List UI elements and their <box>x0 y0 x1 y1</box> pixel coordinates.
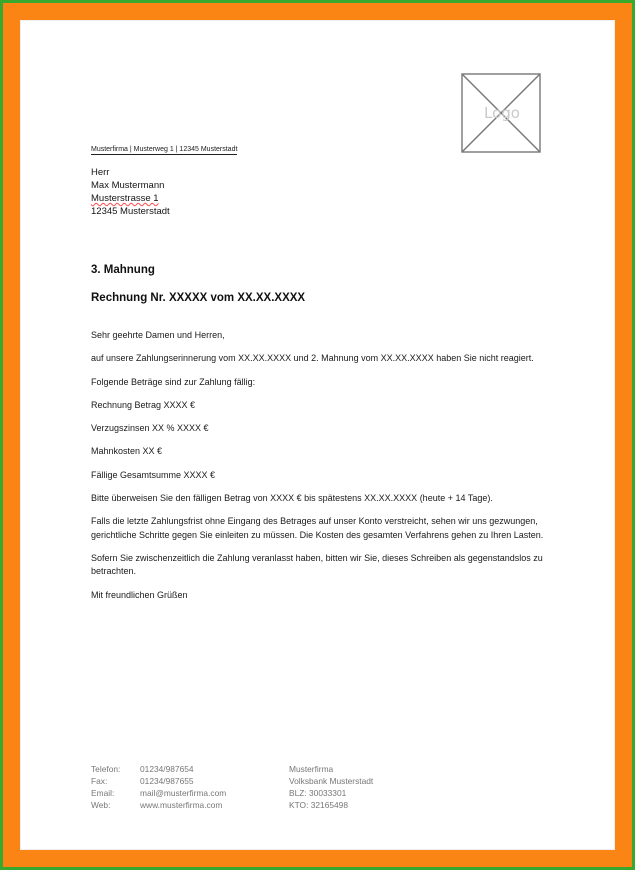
letter-page <box>21 21 614 849</box>
invoice-amount: Rechnung Betrag XXXX € <box>91 399 196 410</box>
recipient-city: 12345 Musterstadt <box>91 206 170 217</box>
total-due: Fällige Gesamtsumme XXXX € <box>91 469 216 480</box>
footer-row-web <box>91 799 419 811</box>
footer-email-value: mail@musterfirma.com <box>140 788 227 798</box>
recipient-name: Max Mustermann <box>91 180 165 191</box>
transfer-instruction: Bitte überweisen Sie den fälligen Betrag von XXXX € bis spätestens XX.XX.XXXX (heute + 14 Tage). <box>91 493 493 504</box>
recipient-salutation: Herr <box>91 167 110 178</box>
footer-fax-value: 01234/987655 <box>140 776 194 786</box>
payment-note: Sofern Sie zwischenzeitlich die Zahlung veranlasst haben, bitten wir Sie, dieses Schreiben als gegenstandslos zu betrachten. <box>91 552 543 577</box>
recipient-street: Musterstrasse 1 <box>91 193 159 204</box>
footer-blz: BLZ: 30033301 <box>289 788 347 798</box>
logo-placeholder <box>461 73 541 153</box>
footer-email-label: Email: <box>91 788 115 798</box>
closing-greeting: Mit freundlichen Grüßen <box>91 589 188 600</box>
footer-bank-name: Volksbank Musterstadt <box>289 776 374 786</box>
sender-address-line: Musterfirma | Musterweg 1 | 12345 Musterstadt <box>91 146 238 153</box>
letter-footer <box>91 763 419 811</box>
recipient-address <box>91 166 170 218</box>
due-heading: Folgende Beträge sind zur Zahlung fällig: <box>91 376 256 387</box>
body-salutation: Sehr geehrte Damen und Herren, <box>91 330 225 340</box>
footer-row-email <box>91 787 419 799</box>
letter-body <box>91 329 553 602</box>
footer-phone-value: 01234/987654 <box>140 764 194 774</box>
invoice-subject: Rechnung Nr. XXXXX vom XX.XX.XXXX <box>91 291 306 304</box>
legal-warning: Falls die letzte Zahlungsfrist ohne Eingang des Betrages auf unser Konto verstreicht, sehen wir uns gezwungen, gerichtliche Schritte gegen Sie einleiten zu müssen. Die Kosten des gesamten Verfahrens gehen zu Ihren Lasten. <box>91 516 544 540</box>
logo-placeholder-icon <box>461 73 541 153</box>
footer-company-name: Musterfirma <box>289 764 334 774</box>
reminder-fees: Mahnkosten XX € <box>91 446 163 457</box>
footer-web-label: Web: <box>91 800 111 810</box>
footer-phone-label: Telefon: <box>91 764 121 774</box>
late-interest: Verzugszinsen XX % XXXX € <box>91 423 209 434</box>
footer-fax-label: Fax: <box>91 776 108 786</box>
footer-row-fax <box>91 775 419 787</box>
footer-account-number: KTO: 32165498 <box>289 800 348 810</box>
logo-label: Logo <box>484 104 520 122</box>
footer-web-value: www.musterfirma.com <box>140 800 223 810</box>
reminder-title: 3. Mahnung <box>91 263 155 276</box>
footer-row-phone <box>91 763 419 775</box>
body-intro: auf unsere Zahlungserinnerung vom XX.XX.XXXX und 2. Mahnung vom XX.XX.XXXX haben Sie nicht reagiert. <box>91 353 534 364</box>
